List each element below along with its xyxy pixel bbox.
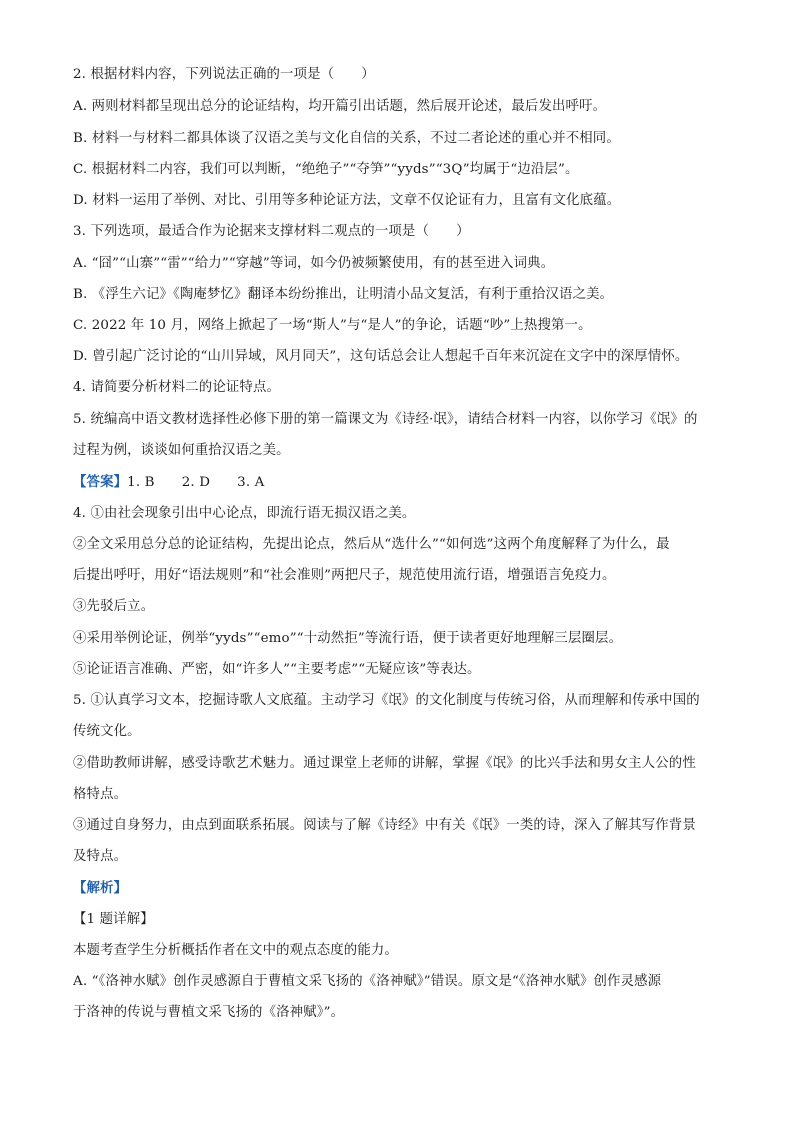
analysis-subheading: 【1 题详解】	[73, 912, 154, 927]
answer4-line4: ③先驳后立。	[73, 599, 155, 614]
answer5-line6: 及特点。	[73, 849, 128, 864]
answer4-line6: ⑤论证语言准确、严密，如“许多人”“主要考虑”“无疑应该”等表达。	[73, 662, 481, 677]
answer4-line5: ④采用举例论证，例举“yyds”“emo”“十动然拒”等流行语，便于读者更好地理解三层圈层。	[73, 631, 623, 646]
q3-option-b: B. 《浮生六记》《陶庵梦忆》翻译本纷纷推出，让明清小品文复活，有利于重拾汉语之美。	[73, 287, 614, 302]
q2-option-a: A. 两则材料都呈现出总分的论证结构，均开篇引出话题，然后展开论述，最后发出呼吁。	[73, 99, 607, 114]
q5-stem-line1: 5. 统编高中语文教材选择性必修下册的第一篇课文为《诗经·氓》，请结合材料一内容，以你学习《氓》的	[73, 412, 698, 427]
answer4-line3: 后提出呼吁，用好“语法规则”和“社会准则”两把尺子，规范使用流行语，增强语言免疫力。	[73, 568, 616, 583]
answer5-line3: ②借助教师讲解，感受诗歌艺术魅力。通过课堂上老师的讲解，掌握《氓》的比兴手法和男女主人公的性	[73, 756, 696, 771]
analysis-paragraph-2-line1: A. “《洛神水赋》创作灵感源自于曹植文采飞扬的《洛神赋》”错误。原文是“《洛神水赋》创作灵感源	[73, 974, 662, 989]
analysis-tag: 【解析】	[73, 880, 128, 896]
answer-summary	[73, 473, 725, 492]
answer4-line2: ②全文采用总分总的论证结构，先提出论点，然后从“选什么”“如何选”这两个角度解释了为什么，最	[73, 537, 670, 552]
q2-stem: 2. 根据材料内容，下列说法正确的一项是（ ）	[73, 67, 375, 82]
q2-option-b: B. 材料一与材料二都具体谈了汉语之美与文化自信的关系，不过二者论述的重心并不相同。	[73, 131, 620, 146]
answer5-line1: 5. ①认真学习文本，挖掘诗歌人文底蕴。主动学习《氓》的文化制度与传统习俗，从而理解和传承中国的	[73, 693, 700, 708]
answer5-line2: 传统文化。	[73, 724, 141, 739]
q3-option-c: C. 2022 年 10 月，网络上掀起了一场“斯人”与“是人”的争论，话题“吵”上热搜第一。	[73, 318, 592, 333]
q3-stem: 3. 下列选项，最适合作为论据来支撑材料二观点的一项是（ ）	[73, 224, 470, 239]
analysis-paragraph-2-line2: 于洛神的传说与曹植文采飞扬的《洛神赋》”。	[73, 1005, 345, 1020]
answer4-line1: 4. ①由社会现象引出中心论点，即流行语无损汉语之美。	[73, 506, 416, 521]
answer5-line5: ③通过自身努力，由点到面联系拓展。阅读与了解《诗经》中有关《氓》一类的诗，深入了解其写作背景	[73, 818, 696, 833]
answer-short: 1. B 2. D 3. A	[127, 475, 265, 490]
q2-option-d: D. 材料一运用了举例、对比、引用等多种论证方法，文章不仅论证有力，且富有文化底蕴。	[73, 193, 621, 208]
q4-stem: 4. 请简要分析材料二的论证特点。	[73, 380, 281, 395]
q2-option-c: C. 根据材料二内容，我们可以判断，“绝绝子”“夺笋”“yyds”“3Q”均属于“边沿层”。	[73, 162, 579, 177]
answer5-line4: 格特点。	[73, 787, 128, 802]
q3-option-d: D. 曾引起广泛讨论的“山川异域，风月同天”，这句话总会让人想起千百年来沉淀在文字中的深厚情怀。	[73, 349, 689, 364]
analysis-paragraph-1: 本题考查学生分析概括作者在文中的观点态度的能力。	[73, 943, 398, 958]
answer-tag: 【答案】	[73, 474, 128, 490]
q3-option-a: A. “囧”“山寨”“雷”“给力”“穿越”等词，如今仍被频繁使用，有的甚至进入词典。	[73, 256, 555, 271]
q5-stem-line2: 过程为例，谈谈如何重拾汉语之美。	[73, 443, 290, 458]
